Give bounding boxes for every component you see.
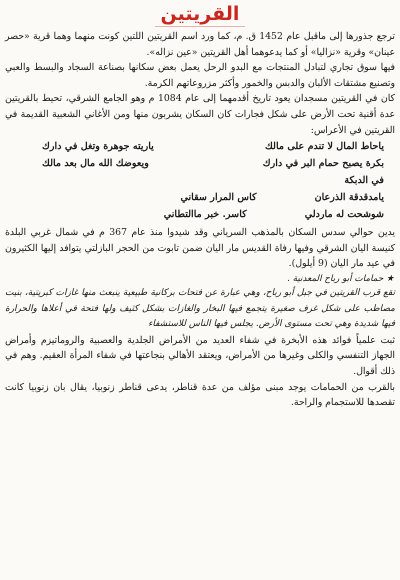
paragraph-arches: بالقرب من الحمامات يوجد مبنى مؤلف من عدة قناطر، يدعى قناطر زنوبيا، يقال بان زنوبيا كانت تقصدها للاستجمام والراحة. <box>5 381 395 409</box>
verse-row <box>6 138 394 155</box>
page-title: القريتين <box>155 3 246 27</box>
verse-line: ويعوضك الله مال بعد مالك <box>42 158 149 170</box>
title-wrap <box>0 0 400 29</box>
verse-line: ياريته جوهرة وتغل في دارك <box>42 141 154 153</box>
verse-line: ياحاط المال لا تندم على مالك <box>264 141 384 153</box>
verse-row <box>6 206 394 223</box>
paragraph-market: فيها سوق تجاري لتبادل المنتجات مع البدو الرحل يعمل بعض سكانها بصناعة السجاد والبسط والعبي وتصنيع مشتقات الألبان والدبس والخمور وأكثر مزروعاتهم الكرمة. <box>5 62 395 89</box>
verse-line: كاسر. خبر ماالتطاني <box>163 209 247 221</box>
verse-line: كاس المرار سقاني <box>180 192 257 204</box>
section-heading-baths: ★ حمامات أبو رباح المعدنية . <box>287 273 394 284</box>
verse-caption: في الدبكة <box>344 175 384 187</box>
verse-row <box>6 172 394 189</box>
verse-line: يامدقدقة الذرعان <box>314 192 384 204</box>
verse-row <box>6 155 394 172</box>
paragraph-mosques: كان في القريتين مسجدان يعود تاريخ أقدمهما إلى عام 1084 م وهو الجامع الشرقي، تحيط بالقريتين عدة أقنية تحت الأرض على شكل فجارات كان السكان يشربون منها ومن الأغاني الشعبية القديمة في القريتين في الأعراس: <box>5 93 395 136</box>
paragraph-baths: تقع قرب القريتين في جبل أبو رباح، وهي عبارة عن فتحات بركانية طبيعية ينبعث منها غازات كبريتية، بنيت مصاطب على شكل غرف صغيرة يتجمع فيها البخار والغازات بشكل كثيف ولها فتحة في أعلاها والحرارة فيها شديدة وهي تحت مستوى الأرض. يجلس فيها الناس للاستشفاء <box>5 287 395 330</box>
paragraph-benefits: ثبت علمياً فوائد هذه الأبخرة في شفاء العديد من الأمراض الجلدية والعصبية والروماتيزم وأمراض الجهاز التنفسي والكلى وغيرها من الأمراض، ويعتقد الأهالي بنجاعتها في شفاء المرأة العقيم. وهم في ذلك أقوال. <box>5 334 395 377</box>
verse-row <box>6 189 394 206</box>
folk-verses <box>6 138 394 223</box>
paragraph-origins: ترجع جذورها إلى ماقبل عام 1452 ق. م، كما ورد اسم القريتين اللتين كونت منهما وهما قرية «حصر عينان» وقرية «نزاليا» أو كما يدعوهما أهل القريتين «عين نزاله». <box>5 31 395 58</box>
verse-line: بكرة يصبح حمام البر في دارك <box>262 158 384 170</box>
paragraph-church: يدين حوالي سدس السكان بالمذهب السرياني وقد شيدوا منذ عام 367 م في شمال غربي البلدة كنيسة اليان الشرقي وفيها رفاة القديس مار اليان ضمن تابوت من الحجر البازلتي يتوافد إليها الكثيرون في عيد مار اليان (9 أيلول). <box>5 227 395 270</box>
verse-line: شوشحت له ماردلي <box>304 209 384 221</box>
